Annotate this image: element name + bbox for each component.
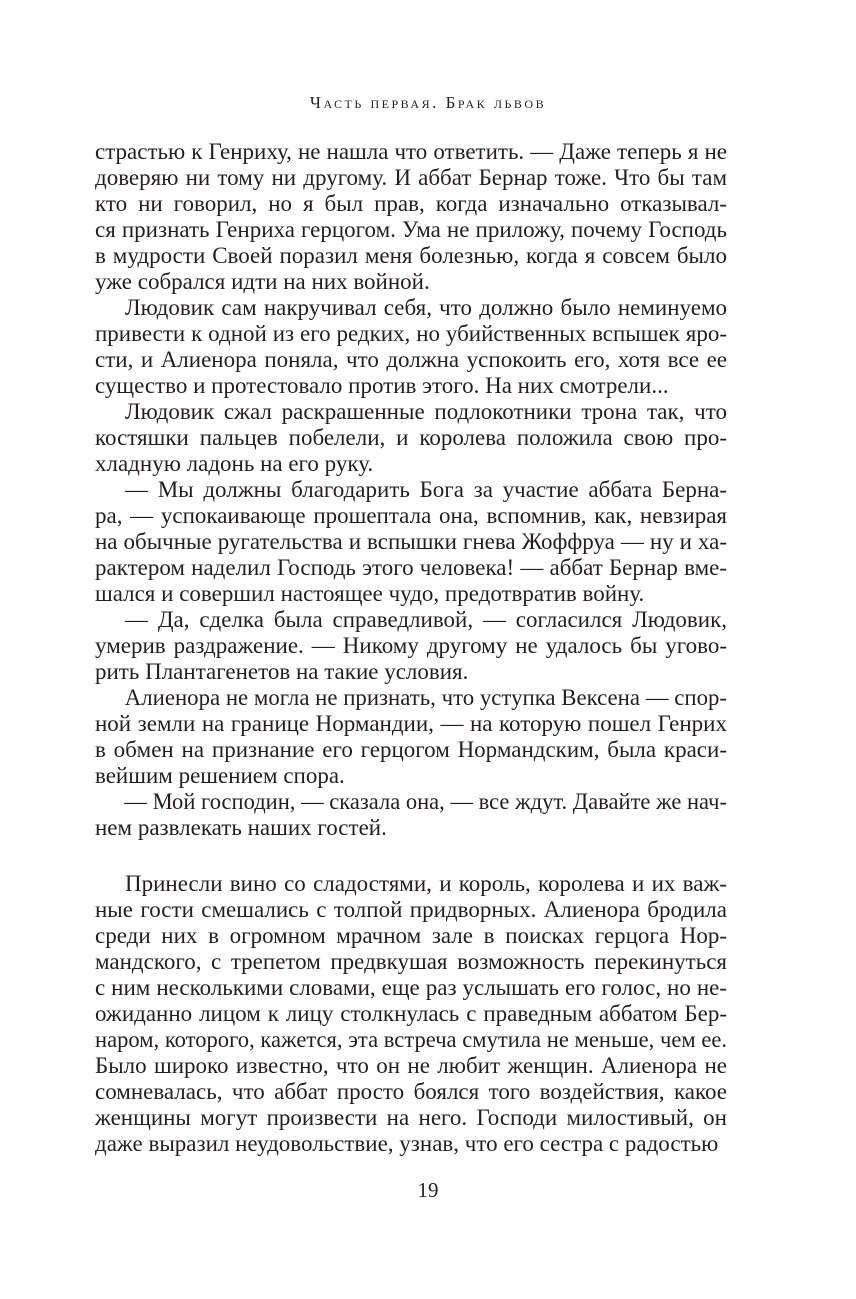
text-line: Людовик сам накручивал себя, что должно было неминуемо <box>125 295 727 320</box>
text-line: наром, которого, кажется, эта встреча смутила не меньше, чем ее. <box>95 1027 727 1052</box>
text-line: Принесли вино со сладостями, и король, королева и их важ- <box>125 871 727 896</box>
text-line: кто ни говорил, но я был прав, когда изначально отказывал- <box>95 191 727 216</box>
text-line: даже выразил неудовольствие, узнав, что его сестра с радостью <box>95 1131 719 1156</box>
text-line: доверяю ни тому ни другому. И аббат Бернар тоже. Что бы там <box>95 165 727 190</box>
text-line: рактером наделил Господь этого человека! — аббат Бернар вме- <box>95 555 727 580</box>
text-line: привести к одной из его редких, но убийственных вспышек яро- <box>95 321 727 346</box>
text-line: на обычные ругательства и вспышки гнева Жоффруа — ну и ха- <box>95 529 727 554</box>
text-line: ся признать Генриха герцогом. Ума не приложу, почему Господь <box>95 217 727 242</box>
text-line: сти, и Алиенора поняла, что должна успокоить его, хотя все ее <box>95 347 727 372</box>
text-line: ной земли на границе Нормандии, — на которую пошел Генрих <box>95 711 727 736</box>
text-line: хладную ладонь на его руку. <box>95 451 374 476</box>
text-line: сомневалась, что аббат просто боялся того воздействия, какое <box>95 1079 727 1104</box>
text-line: — Мой господин, — сказала она, — все ждут. Давайте же нач- <box>124 789 728 814</box>
text-line: среди них в огромном мрачном зале в поисках герцога Нор- <box>95 923 727 948</box>
text-line: костяшки пальцев побелели, и королева положила свою про- <box>95 425 727 450</box>
text-line: женщины могут произвести на него. Господи милостивый, он <box>95 1105 727 1130</box>
page-number: 19 <box>417 1178 439 1202</box>
text-line: Было широко известно, что он не любит женщин. Алиенора не <box>95 1053 727 1078</box>
text-line: существо и протестовало против этого. На них смотрели... <box>95 373 669 398</box>
text-line: с ним несколькими словами, еще раз услышать его голос, но не- <box>95 975 727 1000</box>
text-line: умерив раздражение. — Никому другому не удалось бы угово- <box>95 633 727 658</box>
text-line: шался и совершил настоящее чудо, предотвратив войну. <box>95 581 645 606</box>
text-line: нем развлекать наших гостей. <box>95 815 387 840</box>
text-line: рить Плантагенетов на такие условия. <box>95 659 469 684</box>
text-line: в обмен на признание его герцогом Нормандским, была краси- <box>95 737 727 762</box>
text-line: страстью к Генриху, не нашла что ответить. — Даже теперь я не <box>95 139 727 164</box>
text-line: вейшим решением спора. <box>95 763 345 788</box>
text-line: в мудрости Своей поразил меня болезнью, когда я совсем было <box>95 243 727 268</box>
text-line: — Да, сделка была справедливой, — согласился Людовик, <box>125 607 727 632</box>
running-header: Часть первая. Брак львов <box>309 93 547 112</box>
text-line: ожиданно лицом к лицу столкнулась с праведным аббатом Бер- <box>95 1001 727 1026</box>
text-line: мандского, с трепетом предвкушая возможность перекинуться <box>95 949 727 974</box>
text-line: Алиенора не могла не признать, что уступка Вексена — спор- <box>124 685 727 710</box>
text-line: уже собрался идти на них войной. <box>95 269 430 294</box>
text-line: — Мы должны благодарить Бога за участие аббата Берна- <box>125 477 727 502</box>
text-line: ные гости смешались с толпой придворных. Алиенора бродила <box>95 897 727 922</box>
text-line: ра, — успокаивающе прошептала она, вспомнив, как, невзирая <box>95 503 727 528</box>
text-line: Людовик сжал раскрашенные подлокотники трона так, что <box>125 399 727 424</box>
